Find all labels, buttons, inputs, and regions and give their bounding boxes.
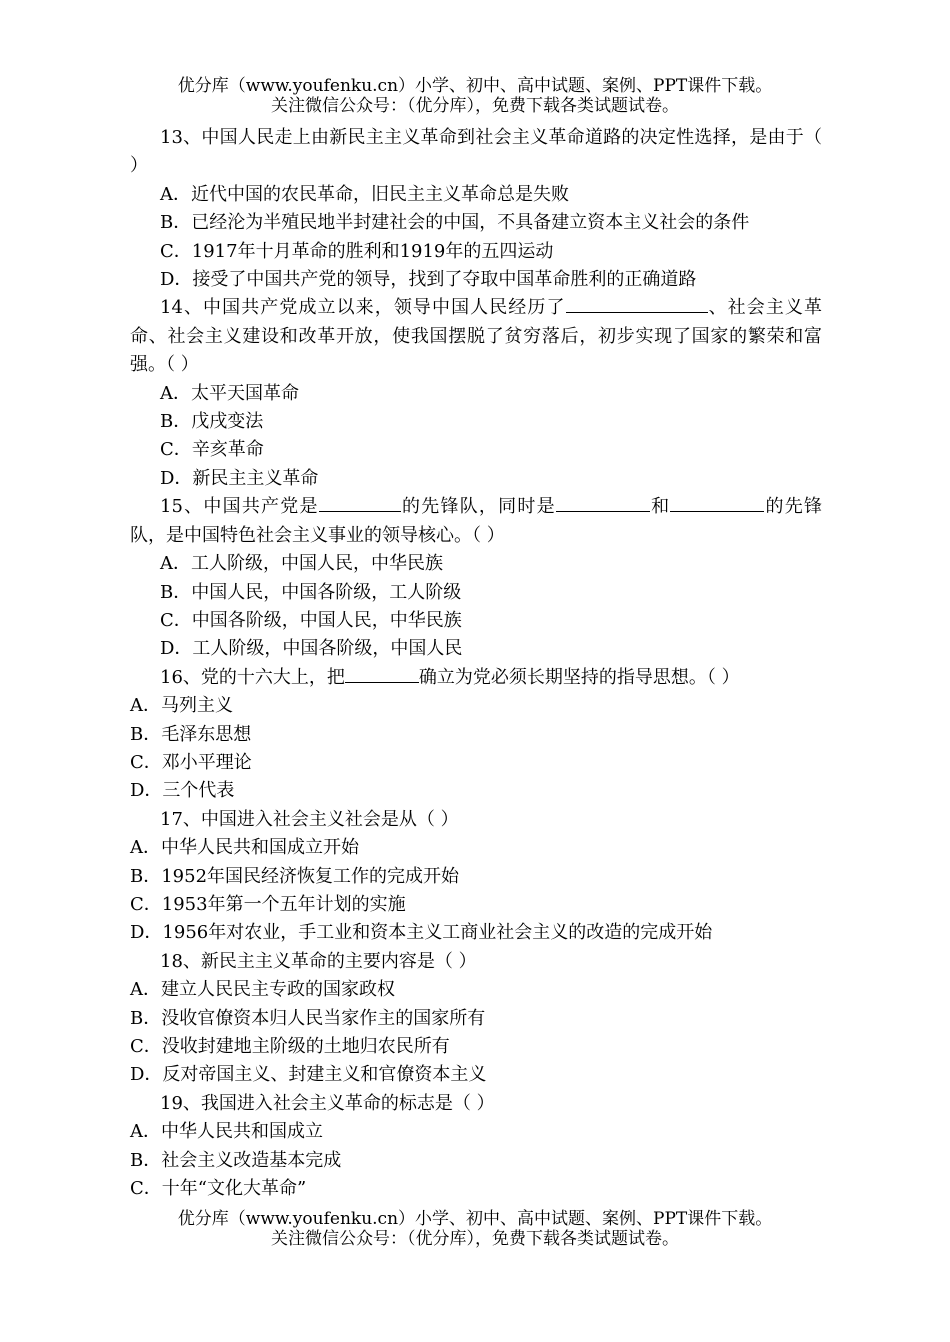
question-list — [130, 124, 822, 1203]
question-19-stem: 19、我国进入社会主义革命的标志是（ ） — [160, 1092, 495, 1114]
question-18-stem: 18、新民主主义革命的主要内容是（ ） — [160, 950, 477, 972]
question-13-option-d: D．接受了中国共产党的领导，找到了夺取中国革命胜利的正确道路 — [160, 269, 697, 291]
header-line-1: 优分库（www.youfenku.cn）小学、初中、高中试题、案例、PPT课件下载。 — [177, 76, 773, 96]
question-15-option-d: D．工人阶级，中国各阶级，中国人民 — [160, 638, 463, 660]
question-17-option-d: D．1956年对农业，手工业和资本主义工商业社会主义的改造的完成开始 — [130, 922, 713, 944]
question-15-blank-2 — [556, 495, 650, 512]
question-15-stem-part-4: 的先锋队，是中国特色社会主义事业的领导核心。（ ） — [130, 496, 823, 546]
question-17-option-a: A．中华人民共和国成立开始 — [130, 837, 359, 859]
question-15-option-c: C．中国各阶级，中国人民，中华民族 — [160, 609, 462, 631]
question-18-option-d: D．反对帝国主义、封建主义和官僚资本主义 — [130, 1064, 487, 1086]
footer-line-1: 优分库（www.youfenku.cn）小学、初中、高中试题、案例、PPT课件下载。 — [177, 1209, 773, 1229]
question-18-option-a: A．建立人民民主专政的国家政权 — [130, 979, 395, 1001]
question-17-stem: 17、中国进入社会主义社会是从（ ） — [160, 808, 459, 830]
header-line-2: 关注微信公众号：（优分库），免费下载各类试题试卷。 — [271, 96, 679, 116]
question-19-option-b: B．社会主义改造基本完成 — [130, 1149, 342, 1171]
question-14-stem-part-2: 、社会主义革命、社会主义建设和改革开放，使我国摆脱了贫穷落后，初步实现了国家的繁荣和富强。（ ） — [130, 297, 822, 376]
question-15-stem-part-1: 15、中国共产党是 — [160, 496, 319, 518]
question-19-option-c: C．十年“文化大革命” — [130, 1178, 307, 1200]
question-16-stem-part-1: 16、党的十六大上，把 — [160, 666, 345, 688]
question-16-stem-part-2: 确立为党必须长期坚持的指导思想。（ ） — [418, 666, 740, 688]
question-16-option-c: C．邓小平理论 — [130, 751, 252, 773]
question-18-option-c: C．没收封建地主阶级的土地归农民所有 — [130, 1036, 450, 1057]
question-14-option-b: B．戊戌变法 — [160, 411, 264, 433]
question-15-option-b: B．中国人民，中国各阶级，工人阶级 — [160, 581, 462, 603]
question-14-option-a: A．太平天国革命 — [160, 382, 299, 404]
page-header — [0, 76, 950, 116]
question-15-blank-1 — [319, 495, 401, 512]
footer-line-2: 关注微信公众号：（优分库），免费下载各类试题试卷。 — [271, 1229, 679, 1249]
question-16-blank — [345, 666, 419, 683]
question-17-option-b: B．1952年国民经济恢复工作的完成开始 — [130, 865, 460, 887]
question-14-stem-part-1: 14、中国共产党成立以来，领导中国人民经历了 — [160, 297, 566, 319]
question-13-option-b: B．已经沦为半殖民地半封建社会的中国，不具备建立资本主义社会的条件 — [160, 212, 750, 234]
question-15-option-a: A．工人阶级，中国人民，中华民族 — [160, 553, 443, 575]
question-18-option-b: B．没收官僚资本归人民当家作主的国家所有 — [130, 1007, 486, 1029]
question-13-stem: 13、中国人民走上由新民主主义革命到社会主义革命道路的决定性选择，是由于（ ） — [130, 127, 822, 177]
question-15-stem-part-3: 和 — [649, 496, 671, 518]
question-16-option-d: D．三个代表 — [130, 780, 235, 802]
question-16-option-b: B．毛泽东思想 — [130, 723, 252, 745]
question-14-option-c: C．辛亥革命 — [160, 439, 264, 461]
question-16-option-a: A．马列主义 — [130, 695, 233, 717]
question-14-blank — [566, 296, 708, 313]
question-16-stem — [130, 664, 822, 692]
question-14-stem — [130, 294, 822, 379]
page-footer — [0, 1209, 950, 1249]
question-13-option-c: C．1917年十月革命的胜利和1919年的五四运动 — [160, 240, 554, 262]
question-13-option-a: A．近代中国的农民革命，旧民主主义革命总是失败 — [160, 183, 569, 205]
question-15-stem-part-2: 的先锋队，同时是 — [400, 496, 556, 518]
question-17-option-c: C．1953年第一个五年计划的实施 — [130, 893, 406, 915]
question-15-stem — [130, 493, 822, 550]
question-14-option-d: D．新民主主义革命 — [160, 467, 319, 489]
question-15-blank-3 — [670, 495, 764, 512]
question-19-option-a: A．中华人民共和国成立 — [130, 1121, 323, 1143]
